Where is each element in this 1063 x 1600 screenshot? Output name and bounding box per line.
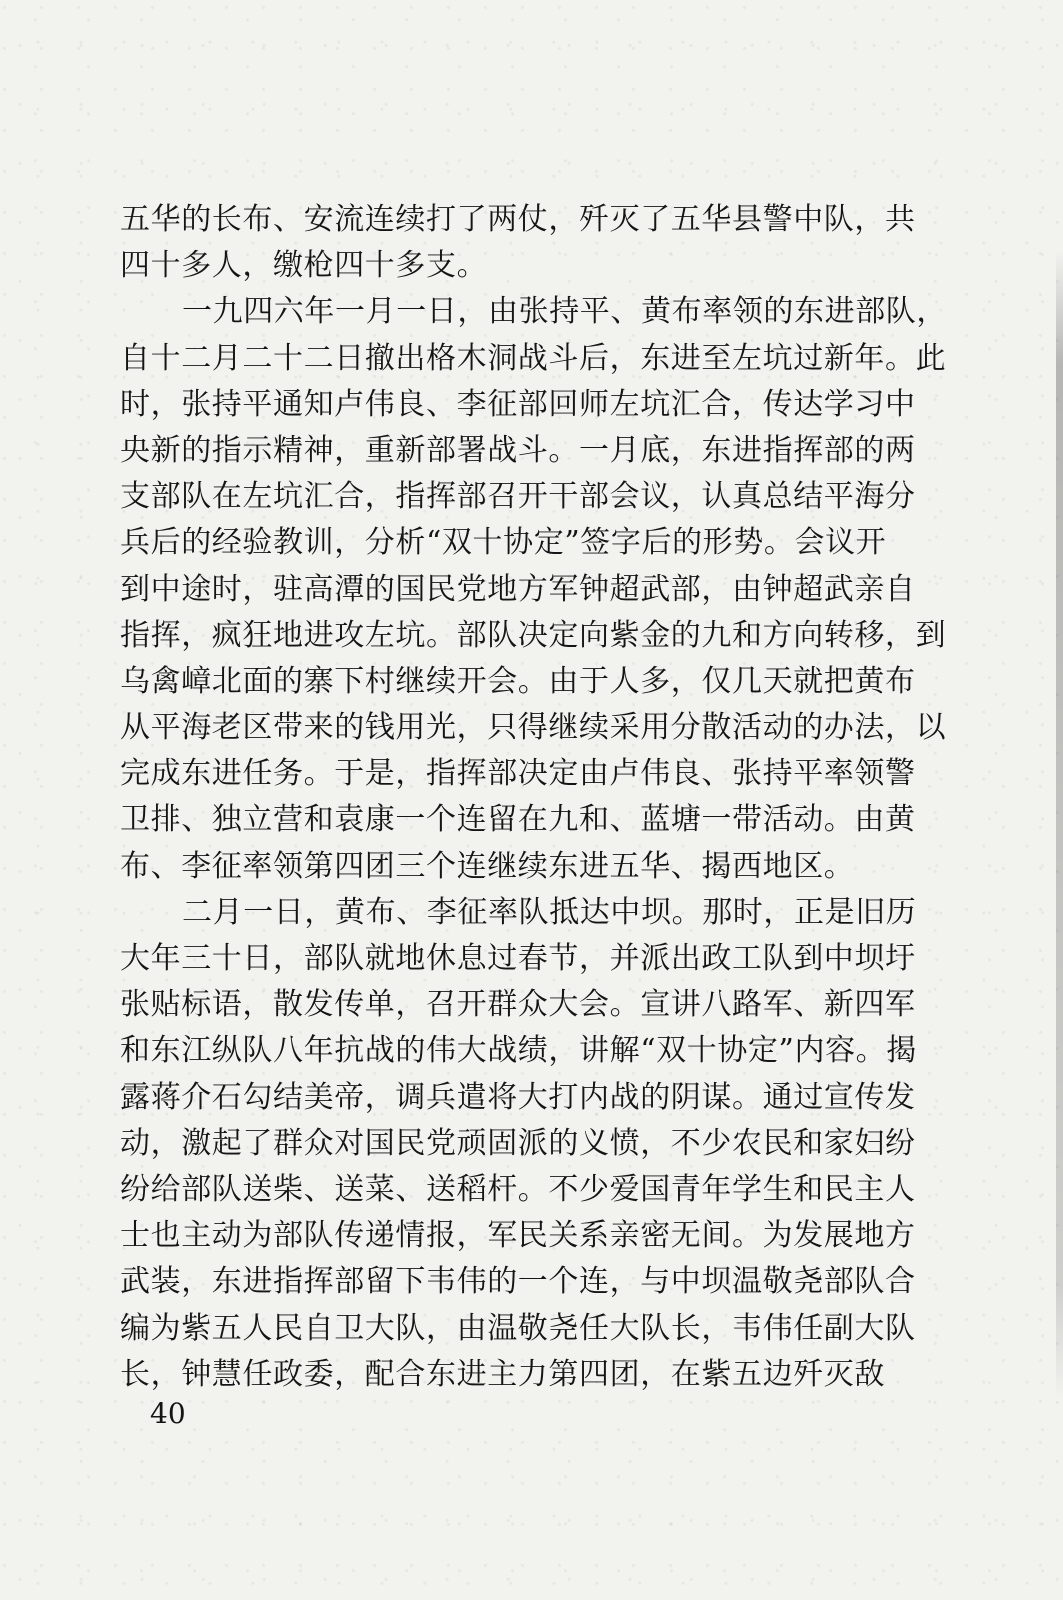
text-line: 一九四六年一月一日，由张持平、黄布率领的东进部队，: [182, 294, 947, 330]
text-line: 五华的长布、安流连续打了两仗，歼灭了五华县警中队，共: [120, 202, 916, 237]
text-line: 编为紫五人民自卫大队，由温敬尧任大队长，韦伟任副大队: [120, 1310, 916, 1346]
text-line: 布、李征率领第四团三个连继续东进五华、揭西地区。: [120, 848, 855, 884]
text-line: 时，张持平通知卢伟良、李征部回师左坑汇合，传达学习中: [120, 386, 916, 422]
text-line: 自十二月二十二日撤出格木洞战斗后，东进至左坑过新年。此: [120, 340, 947, 376]
text-line: 兵后的经验教训，分析“双十协定”签字后的形势。会议开: [120, 525, 887, 561]
text-line: 张贴标语，散发传单，召开群众大会。宣讲八路军、新四军: [120, 987, 916, 1023]
text-line: 四十多人，缴枪四十多支。: [120, 248, 488, 284]
text-line: 士也主动为部队传递情报，军民关系亲密无间。为发展地方: [120, 1218, 916, 1254]
text-line: 武装，东进指挥部留下韦伟的一个连，与中坝温敬尧部队合: [120, 1264, 916, 1300]
text-line: 从平海老区带来的钱用光，只得继续采用分散活动的办法，以: [120, 710, 947, 746]
text-line: 纷给部队送柴、送菜、送稻杆。不少爱国青年学生和民主人: [120, 1171, 916, 1207]
text-line: 指挥，疯狂地进攻左坑。部队决定向紫金的九和方向转移，到: [120, 617, 947, 653]
text-line: 卫排、独立营和袁康一个连留在九和、蓝塘一带活动。由黄: [120, 802, 916, 838]
text-line: 动，激起了群众对国民党顽固派的义愤，不少农民和家妇纷: [120, 1125, 916, 1161]
text-line: 央新的指示精神，重新部署战斗。一月底，东进指挥部的两: [120, 432, 916, 468]
text-line: 大年三十日，部队就地休息过春节，并派出政工队到中坝圩: [120, 941, 916, 976]
text-line: 长，钟慧任政委，配合东进主力第四团，在紫五边歼灭敌: [120, 1356, 885, 1392]
scan-edge-shadow: [1056, 250, 1063, 1400]
text-line: 到中途时，驻高潭的国民党地方军钟超武部，由钟超武亲自: [120, 571, 916, 607]
text-line: 露蒋介石勾结美帝，调兵遣将大打内战的阴谋。通过宣传发: [120, 1079, 916, 1115]
text-line: 乌禽嶂北面的寨下村继续开会。由于人多，仅几天就把黄布: [120, 663, 916, 699]
text-line: 和东江纵队八年抗战的伟大战绩，讲解“双十协定”内容。揭: [120, 1033, 917, 1069]
body-text: [120, 197, 947, 1398]
text-line: 支部队在左坑汇合，指挥部召开干部会议，认真总结平海分: [120, 479, 916, 515]
text-line: 完成东进任务。于是，指挥部决定由卢伟良、张持平率领警: [120, 756, 916, 792]
page-number: 40: [150, 1397, 186, 1430]
text-line: 二月一日，黄布、李征率队抵达中坝。那时，正是旧历: [182, 894, 917, 930]
